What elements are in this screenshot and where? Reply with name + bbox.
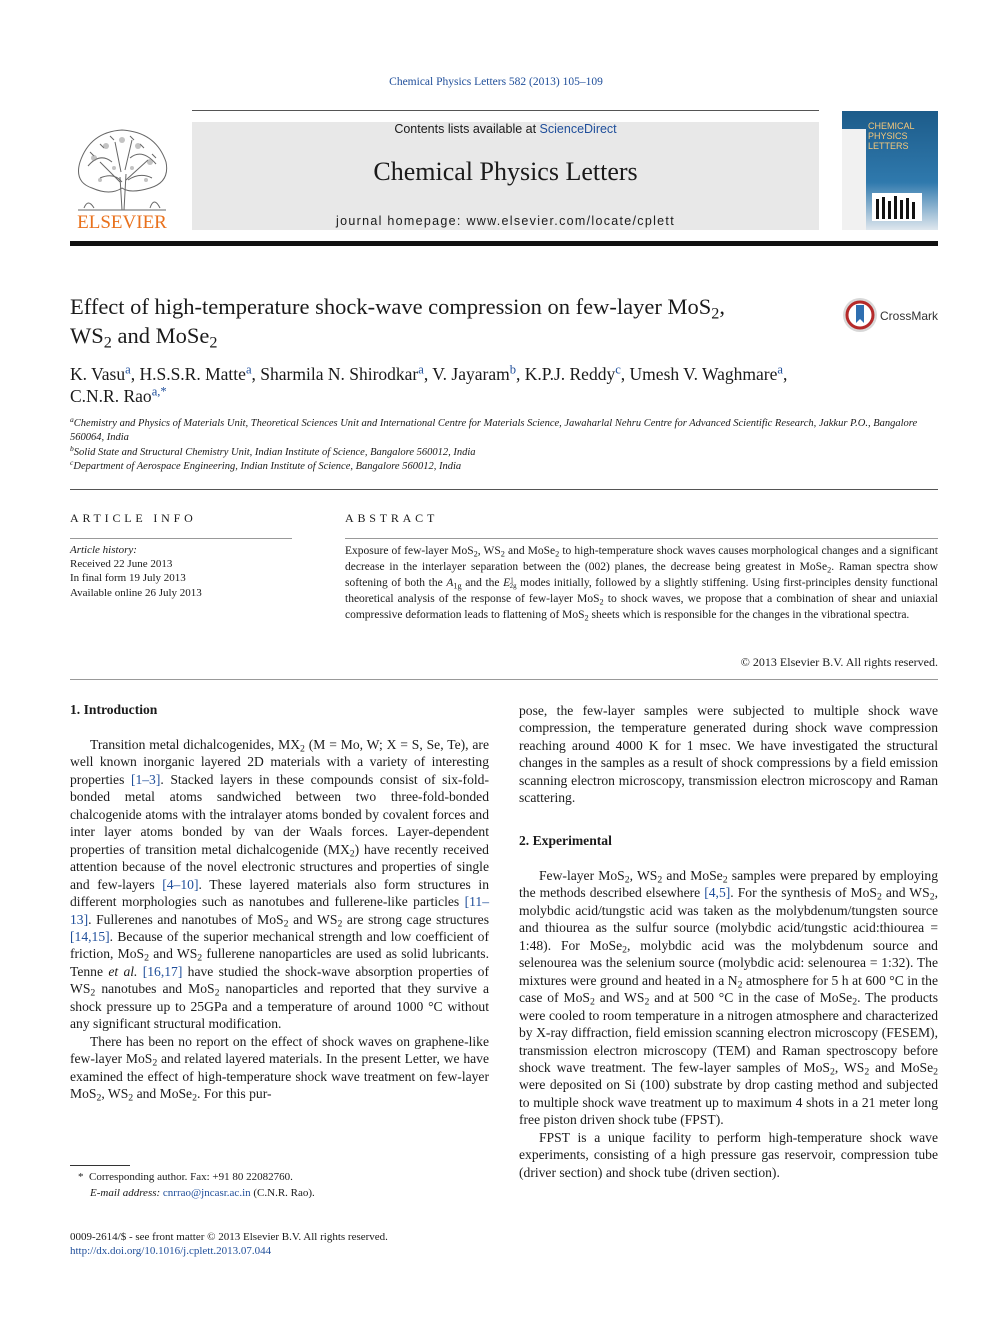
experimental-body — [519, 867, 938, 1181]
journal-homepage — [192, 214, 819, 228]
intro-heading: 1. Introduction — [70, 702, 158, 717]
author-affiliation-mark[interactable]: a — [245, 362, 252, 377]
author-name[interactable]: Sharmila N. Shirodkar — [260, 364, 419, 384]
elsevier-logo — [70, 122, 174, 232]
affiliation-text: Department of Aerospace Engineering, Indian Institute of Science, Bangalore 560012, India — [73, 460, 462, 472]
crossmark-label: CrossMark — [880, 309, 939, 323]
history-online: Available online 26 July 2013 — [70, 586, 202, 599]
homepage-prefix: journal homepage: — [336, 214, 467, 228]
title-text: and MoSe — [111, 323, 210, 348]
author-name[interactable]: V. Jayaram — [432, 364, 510, 384]
title-text: WS — [70, 323, 104, 348]
footnote-star: * — [78, 1171, 84, 1183]
intro-body — [70, 736, 489, 1103]
elsevier-wordmark: ELSEVIER — [77, 212, 167, 233]
paragraph: FPST is a unique facility to perform high-temperature shock wave experiments, consisting of a high pressure gas reservoir, compression tube (driver section) and shock tube (driven section). — [519, 1129, 938, 1180]
intro-continued — [519, 702, 938, 807]
author-name[interactable]: C.N.R. Rao — [70, 386, 152, 406]
history-final-form: In final form 19 July 2013 — [70, 572, 186, 585]
title-text: , — [719, 294, 725, 319]
crossmark-icon — [842, 297, 878, 333]
experimental-heading: 2. Experimental — [519, 833, 612, 848]
body-divider — [70, 679, 938, 680]
email-label: E-mail address: — [90, 1187, 161, 1199]
title-subscript: 2 — [711, 304, 720, 323]
affiliation-text: Chemistry and Physics of Materials Unit, Theoretical Sciences Unit and International Centre for Materials Science, Jawaharlal Nehru Centre for Advanced Scientific Research, Jakkur P.O., Bangalore 560064, India — [70, 418, 918, 444]
sciencedirect-link[interactable]: ScienceDirect — [539, 122, 617, 136]
author-affiliation-mark[interactable]: a — [125, 362, 131, 377]
affiliation-key: b — [70, 443, 74, 453]
title-subscript: 2 — [209, 333, 218, 352]
article-info-heading: ARTICLE INFO — [70, 511, 197, 525]
article-info-rule — [70, 538, 292, 539]
affiliation-key: a — [70, 415, 74, 425]
abstract-copyright: © 2013 Elsevier B.V. All rights reserved. — [740, 655, 938, 669]
header-thick-rule — [70, 241, 938, 246]
journal-cover — [842, 111, 938, 230]
article-title — [70, 292, 830, 350]
affiliation-item — [70, 417, 938, 446]
abstract-rule — [345, 538, 938, 539]
title-text: Effect of high-temperature shock-wave compression on few-layer MoS — [70, 294, 712, 319]
email-note — [90, 1187, 315, 1199]
email-link[interactable]: cnrrao@jncasr.ac.in — [162, 1187, 251, 1199]
author-list: K. Vasu$^a$, H.S.S.R. Matte$^a$, Sharmila N. Shirodkar$^a$, V. Jayaram$^b$, K.P.J. Reddy$^c$, Umesh V. Waghmare$^a$, C.N.R. Rao$^{a,*}$ — [70, 362, 788, 406]
author-name[interactable]: H.S.S.R. Matte — [139, 364, 246, 384]
history-label: Article history: — [70, 544, 137, 556]
affiliation-item — [70, 460, 938, 474]
footnote-rule — [70, 1165, 130, 1166]
author-affiliation-mark[interactable]: a — [777, 362, 783, 377]
email-owner: (C.N.R. Rao). — [253, 1187, 315, 1199]
paragraph: Few-layer MoS$_2$, $WS_2$ and MoSe$_2$ samples were prepared by employing the methods described elsewhere [4,5]. For the synthesis of MoS$_2$ and $WS_2$, molybdic acid/tungstic acid was taken as the molybdenum/tungsten source and thiourea as the sulfur source (molybdic acid/tungstic acid:thiourea = 1:48). For MoSe$_2$, molybdic acid was the molybdenum source and selenourea was the selenium source (molybdic acid: selenourea = 1:32). The mixtures were ground and heated in a $N_2$ atmosphere for 5 h at 600 °C in the case of MoS$_2$ and $WS_2$ and at 500 °C in the case of MoSe$_2$. The products were cooled to room temperature in a nitrogen atmosphere and characterized by X-ray diffraction, field emission scanning electron microscopy (FESEM), transmission electron microscopy (TEM) and Raman spectroscopy before shock wave treatment. The few-layer samples of MoS$_2$, $WS_2$ and MoSe$_2$ were deposited on Si (100) substrate by drop casting method and subjected to multiple shock wave treatment up to maximum 4 shots in a 21 meter long free piston driven shock tube (FPST). — [519, 868, 939, 1128]
article-history — [70, 543, 292, 600]
paragraph: Transition metal dichalcogenides, $MX_2$ (M = Mo, W; X = S, Se, Te), are well known inorganic layered 2D materials with a variety of interesting properties [1–3]. Stacked layers in these compounds consist of six-fold-bonded metal atoms sandwiched between two three-fold-bonded chalcogenide atoms with the intralayer atoms bonded by covalent forces and inter layer atoms bonded by van der Waals forces. Layer-dependent properties of transition metal dichalcogenide $(MX_2)$ have recently received attention because of the novel electronic structures and properties of single and few-layers [4–10]. These layered materials also form structures in different morphologies such as nanotubes and fullerene-like particles [11–13]. Fullerenes and nanotubes of MoS$_2$ and $WS_2$ are strong cage structures [14,15]. Because of the superior mechanical strength and low coefficient of friction, MoS$_2$ and $WS_2$ fullerene nanoparticles are used as solid lubricants. Tenne et al. [16,17] have studied the shock-wave absorption properties of $WS_2$ nanotubes and MoS$_2$ nanoparticles and reported that they survive a shock pressure up to 25GPa and a temperature of around 1000 °C without any significant structural modification. — [70, 737, 490, 1032]
cover-graphic-icon — [872, 193, 922, 221]
paragraph: pose, the few-layer samples were subjected to multiple shock wave compression, the temperature generated during shock wave compression reaching around 4000 K for 1 msec. We have investigated the structural changes in the samples as a result of shock compressions by a field emission scanning electron microscopy, transmission electron microscopy and Raman scattering. — [519, 703, 938, 806]
author-affiliation-mark[interactable]: c — [615, 362, 621, 377]
abstract-body: Exposure of few-layer MoS$_2$, $WS_2$ and MoSe$_2$ to high-temperature shock waves causes morphological changes and a significant decrease in the interlayer separation between the (002) planes, the decrease being greatest in MoSe$_2$. Raman spectra show softening of both the $A_{1g}$ and the $E^1_{2g}$ modes initially, followed by a slightly stiffening. Using first-principles density functional theoretical analysis of the response of few-layer MoS$_2$ to shock waves, we propose that a combination of shear and uniaxial compressive deformation leads to flattening of MoS$_2$ sheets which is responsible for the changes in the vibrational spectra. — [345, 545, 939, 623]
issn-line: 0009-2614/$ - see front matter © 2013 Elsevier B.V. All rights reserved. — [70, 1231, 388, 1243]
paragraph: There has been no report on the effect of shock waves on graphene-like few-layer MoS$_2$ and related layered materials. In the present Letter, we have examined the effect of high-temperature shock wave treatment on few-layer MoS$_2$, $WS_2$ and MoSe$_2$. For this pur- — [70, 1033, 489, 1104]
author-name[interactable]: K.P.J. Reddy — [524, 364, 616, 384]
cover-title — [868, 121, 915, 151]
author-affiliation-mark[interactable]: a — [418, 362, 424, 377]
author-affiliation-mark[interactable]: a,* — [151, 384, 167, 399]
crossmark-badge[interactable] — [842, 297, 942, 335]
affiliations — [70, 417, 938, 474]
header-divider — [192, 110, 819, 111]
journal-name: Chemical Physics Letters — [373, 157, 638, 186]
affiliation-item — [70, 443, 938, 460]
affiliation-text: Solid State and Structural Chemistry Unit, Indian Institute of Science, Bangalore 560012, India — [73, 446, 476, 458]
affiliations-divider — [70, 489, 938, 490]
author-name[interactable]: K. Vasu — [70, 364, 126, 384]
history-received: Received 22 June 2013 — [70, 558, 173, 571]
cover-strip — [842, 129, 866, 230]
journal-citation[interactable]: Chemical Physics Letters 582 (2013) 105–109 — [389, 76, 603, 88]
author-name[interactable]: Umesh V. Waghmare — [629, 364, 778, 384]
author-affiliation-mark[interactable]: b — [509, 362, 517, 377]
contents-line — [192, 122, 819, 136]
corresponding-author-note — [78, 1171, 293, 1183]
affiliation-key: c — [70, 458, 74, 468]
cover-title-line: PHYSICS — [868, 131, 908, 141]
cover-title-line: LETTERS — [868, 141, 909, 151]
title-subscript: 2 — [103, 333, 112, 352]
footnote-text: Corresponding author. Fax: +91 80 22082760. — [89, 1171, 293, 1183]
journal-masthead — [192, 122, 819, 230]
doi-link[interactable]: http://dx.doi.org/10.1016/j.cplett.2013.07.044 — [70, 1245, 272, 1257]
abstract-heading: ABSTRACT — [345, 511, 439, 525]
cover-title-line: CHEMICAL — [868, 121, 915, 131]
homepage-url[interactable]: www.elsevier.com/locate/cplett — [466, 214, 675, 228]
contents-prefix: Contents lists available at — [394, 122, 540, 136]
